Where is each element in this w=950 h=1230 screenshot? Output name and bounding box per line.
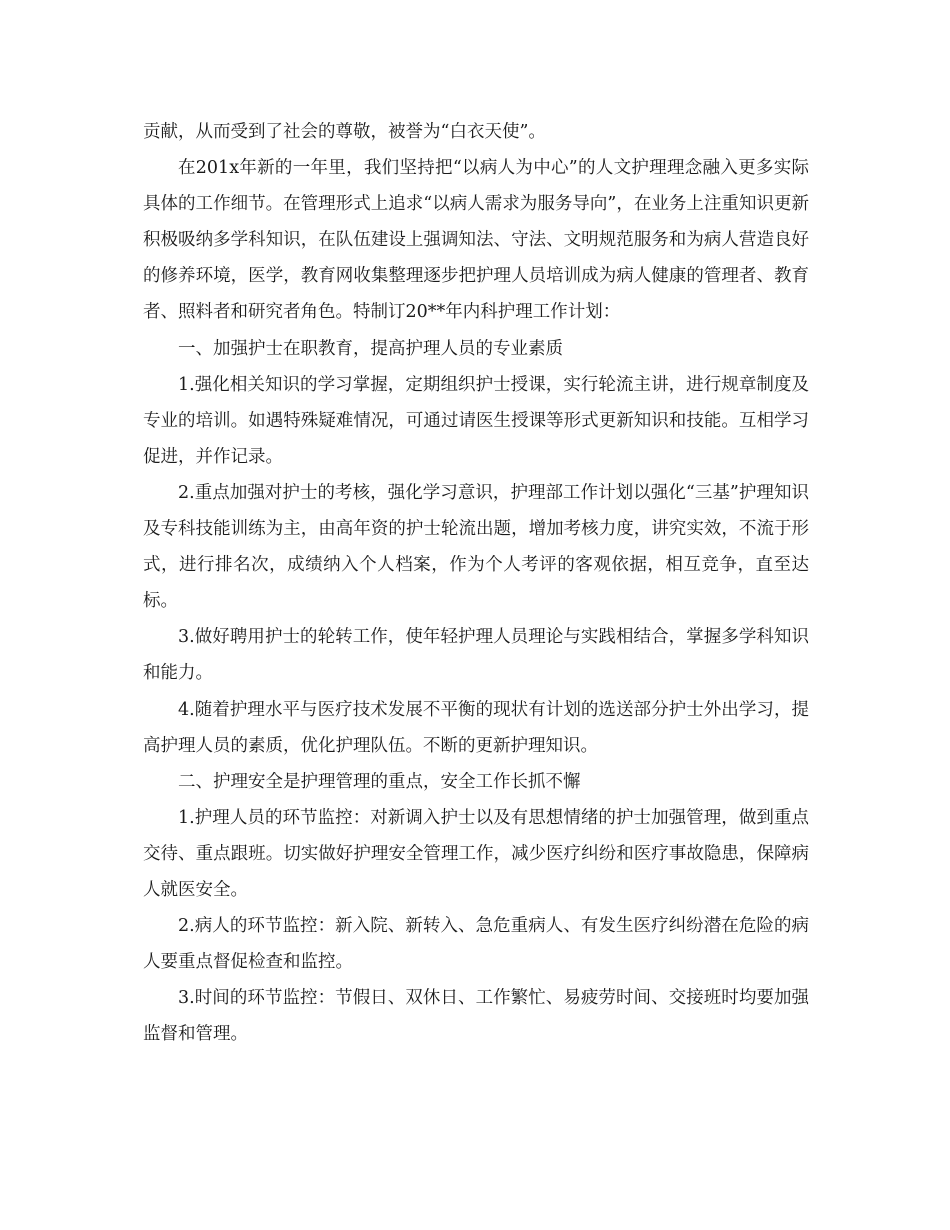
list-item-2-3: 3.时间的环节监控：节假日、双休日、工作繁忙、易疲劳时间、交接班时均要加强监督和管理。 bbox=[143, 988, 809, 1045]
list-item-1-2: 2.重点加强对护士的考核，强化学习意识，护理部工作计划以强化“三基”护理知识及专科技能训练为主，由高年资的护士轮流出题，增加考核力度，讲究实效，不流于形式，进行排名次，成绩纳入个人档案，作为个人考评的客观依据，相互竞争，直至达标。 bbox=[143, 482, 809, 612]
list-item-2-2: 2.病人的环节监控：新入院、新转入、急危重病人、有发生医疗纠纷潜在危险的病人要重点督促检查和监控。 bbox=[143, 916, 809, 973]
section-heading-2: 二、护理安全是护理管理的重点，安全工作长抓不懈 bbox=[178, 771, 581, 792]
list-item-2-1: 1.护理人员的环节监控：对新调入护士以及有思想情绪的护士加强管理，做到重点交待、重点跟班。切实做好护理安全管理工作，减少医疗纠纷和医疗事故隐患，保障病人就医安全。 bbox=[143, 807, 809, 900]
document-body bbox=[143, 114, 809, 1052]
list-item-1-4: 4.随着护理水平与医疗技术发展不平衡的现状有计划的选送部分护士外出学习，提高护理人员的素质，优化护理队伍。不断的更新护理知识。 bbox=[143, 699, 809, 756]
list-item-1-1: 1.强化相关知识的学习掌握，定期组织护士授课，实行轮流主讲，进行规章制度及专业的培训。如遇特殊疑难情况，可通过请医生授课等形式更新知识和技能。互相学习促进，并作记录。 bbox=[143, 374, 809, 467]
paragraph-continuation: 贡献，从而受到了社会的尊敬，被誉为“白衣天使”。 bbox=[143, 122, 546, 142]
section-heading-1: 一、加强护士在职教育，提高护理人员的专业素质 bbox=[178, 338, 563, 359]
paragraph-intro: 在201x年新的一年里，我们坚持把“以病人为中心”的人文护理理念融入更多实际具体的工作细节。在管理形式上追求“以病人需求为服务导向”，在业务上注重知识更新积极吸纳多学科知识，在队伍建设上强调知法、守法、文明规范服务和为病人营造良好的修养环境，医学，教育网收集整理逐步把护理人员培训成为病人健康的管理者、教育者、照料者和研究者角色。特制订20**年内科护理工作计划： bbox=[143, 158, 809, 323]
list-item-1-3: 3.做好聘用护士的轮转工作，使年轻护理人员理论与实践相结合，掌握多学科知识和能力。 bbox=[143, 627, 809, 684]
